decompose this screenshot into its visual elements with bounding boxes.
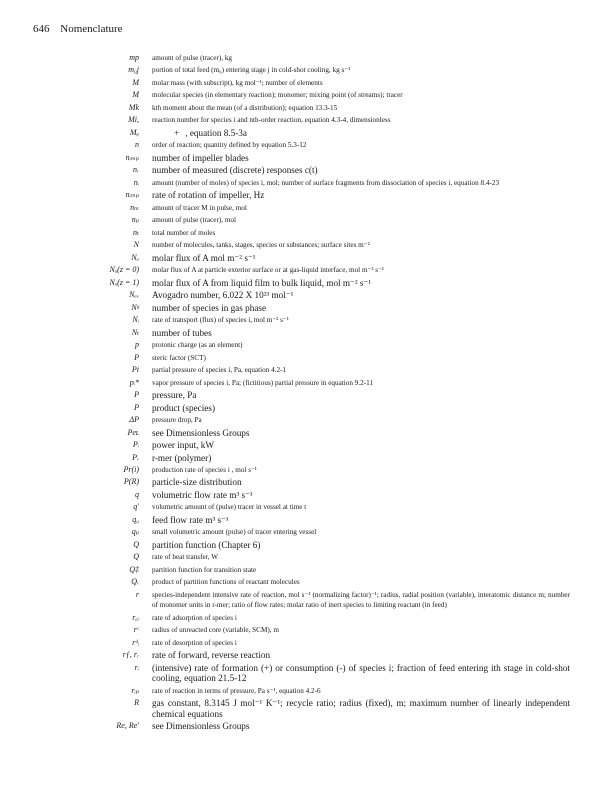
- entry-definition: total number of moles: [152, 228, 216, 237]
- entry-symbol: rᵈᵢ: [132, 637, 139, 647]
- nomenclature-entry: [0, 502, 600, 513]
- entry-symbol: n: [135, 140, 139, 150]
- entry-definition: see Dimensionless Groups: [152, 427, 250, 438]
- entry-definition: rate of adsorption of species i: [152, 613, 237, 622]
- nomenclature-entry: [0, 440, 600, 451]
- nomenclature-entry: [0, 415, 600, 426]
- nomenclature-entry: [0, 78, 600, 89]
- nomenclature-entry: [0, 153, 600, 164]
- entry-definition: species-independent intensive rate of reaction, mol s⁻¹ (normalizing factor)⁻¹; radius, radial position (variable), interatomic distance m; number of monomer units in r-mer; ratio of flow rates; molar ratio of inert species to limiting reactant (in feed): [152, 590, 570, 610]
- entry-definition: number of tubes: [152, 327, 212, 338]
- nomenclature-entry: [0, 477, 600, 488]
- entry-definition: reaction number for species i and nth-order reaction, equation 4.3-4, dimensionless: [152, 116, 391, 125]
- entry-definition: number of molecules, tanks, stages, species or substances; surface sites m⁻²: [152, 241, 370, 250]
- nomenclature-entry: [0, 215, 600, 226]
- entry-definition: partial pressure of species i, Pa, equation 4.2-1: [152, 366, 287, 375]
- nomenclature-entry: [0, 340, 600, 351]
- nomenclature-entry: [0, 453, 600, 464]
- entry-symbol: rƒ, rᵣ: [122, 650, 139, 660]
- entry-symbol: q: [135, 489, 139, 499]
- nomenclature-entry: [0, 686, 600, 697]
- entry-symbol: Pr(i): [123, 464, 139, 474]
- nomenclature-list: [0, 53, 600, 734]
- entry-definition: number of measured (discrete) responses c(t): [152, 165, 318, 176]
- nomenclature-entry: [0, 403, 600, 414]
- entry-definition: amount (number of moles) of species i, mol; number of surface fragments from dissociation of species i, equation 8.4-23: [152, 178, 500, 187]
- entry-definition: production rate of species i , mol s⁻¹: [152, 465, 257, 474]
- page-header: [33, 23, 131, 35]
- entry-symbol: Pᵢ: [132, 440, 139, 450]
- entry-symbol: nᵢₘₚ: [125, 152, 139, 162]
- entry-symbol: Nₜ: [131, 327, 139, 337]
- entry-symbol: Nᵍ: [131, 302, 139, 312]
- entry-symbol: P: [134, 352, 139, 362]
- entry-symbol: Mk: [128, 102, 139, 112]
- entry-definition: partition function for transition state: [152, 565, 257, 574]
- nomenclature-entry: [0, 378, 600, 389]
- nomenclature-entry: [0, 590, 600, 611]
- entry-definition: rate of transport (flux) of species i, mol m⁻² s⁻¹: [152, 316, 289, 325]
- entry-definition: volumetric flow rate m³ s⁻¹: [152, 489, 253, 500]
- entry-symbol: P(R): [123, 477, 139, 487]
- nomenclature-entry: [0, 328, 600, 339]
- nomenclature-entry: [0, 565, 600, 576]
- entry-symbol: Q: [133, 539, 139, 549]
- page-number: 646: [33, 23, 50, 35]
- entry-symbol: P: [134, 390, 139, 400]
- entry-definition: number of impeller blades: [152, 152, 249, 163]
- nomenclature-entry: [0, 540, 600, 551]
- entry-definition: molecular species (in elementary reaction); monomer; mixing point (of streams); tracer: [152, 91, 403, 100]
- entry-symbol: rₐᵢ: [132, 612, 139, 622]
- entry-symbol: nᵢ: [133, 177, 139, 187]
- entry-definition: rate of forward, reverse reaction: [152, 650, 271, 661]
- entry-symbol: Pi: [131, 365, 139, 375]
- entry-symbol: qₚ: [131, 527, 139, 537]
- nomenclature-entry: [0, 278, 600, 289]
- entry-symbol: q': [133, 502, 139, 512]
- nomenclature-entry: [0, 625, 600, 636]
- entry-definition: number of species in gas phase: [152, 302, 267, 313]
- nomenclature-entry: [0, 203, 600, 214]
- entry-symbol: M: [132, 90, 139, 100]
- nomenclature-entry: [0, 190, 600, 201]
- entry-definition: portion of total feed (m₀) entering stage j in cold-shot cooling, kg s⁻¹: [152, 66, 351, 75]
- nomenclature-entry: [0, 65, 600, 76]
- nomenclature-entry: [0, 465, 600, 476]
- entry-symbol: R: [134, 698, 139, 708]
- nomenclature-entry: [0, 253, 600, 264]
- nomenclature-entry: [0, 128, 600, 139]
- entry-definition: rate of rotation of impeller, Hz: [152, 190, 265, 201]
- nomenclature-entry: [0, 90, 600, 101]
- entry-definition: see Dimensionless Groups: [152, 721, 250, 732]
- entry-symbol: pᵢ*: [129, 377, 139, 387]
- entry-symbol: rᵢₚ: [131, 685, 139, 695]
- entry-symbol: M: [132, 77, 139, 87]
- entry-symbol: Mi,: [128, 115, 139, 125]
- nomenclature-entry: [0, 290, 600, 301]
- entry-definition: feed flow rate m³ s⁻¹: [152, 514, 229, 525]
- entry-definition: amount of pulse (tracer), kg: [152, 54, 233, 62]
- entry-symbol: nᵢₘₚ: [125, 190, 139, 200]
- nomenclature-entry: [0, 265, 600, 276]
- entry-definition: Avogadro number, 6.022 X 10²³ mol⁻¹: [152, 290, 294, 301]
- entry-definition: partition function (Chapter 6): [152, 539, 261, 550]
- nomenclature-entry: [0, 228, 600, 239]
- entry-definition: r-mer (polymer): [152, 452, 212, 463]
- entry-definition: (intensive) rate of formation (+) or consumption (-) of species i; fraction of feed entering ith stage in cold-shot cooling, equation 21.5-12: [152, 662, 570, 684]
- entry-symbol: ΔP: [129, 415, 139, 425]
- nomenclature-entry: [0, 140, 600, 151]
- entry-symbol: rᶜ: [133, 625, 139, 635]
- nomenclature-entry: [0, 103, 600, 114]
- entry-definition: power input, kW: [152, 440, 215, 451]
- entry-definition: rate of heat transfer, W: [152, 553, 219, 562]
- nomenclature-entry: [0, 353, 600, 364]
- entry-symbol: r: [135, 589, 139, 599]
- entry-symbol: Pᵣ: [132, 452, 139, 462]
- entry-symbol: nᵣ: [133, 165, 139, 175]
- entry-definition: radius of unreacted core (variable, SCM), m: [152, 626, 279, 635]
- entry-symbol: Nₐᵥ: [129, 290, 139, 300]
- entry-definition: small volumetric amount (pulse) of tracer entering vessel: [152, 528, 317, 537]
- entry-symbol: p: [135, 340, 139, 350]
- entry-definition: molar flux of A mol m⁻² s⁻¹: [152, 252, 256, 263]
- entry-symbol: Mᵩ: [129, 127, 139, 137]
- nomenclature-entry: [0, 365, 600, 376]
- entry-symbol: Re, Re': [116, 721, 139, 731]
- nomenclature-entry: [0, 515, 600, 526]
- entry-symbol: Qᵣ: [131, 577, 139, 587]
- entry-definition: rate of desorption of species i: [152, 638, 237, 647]
- nomenclature-entry: [0, 638, 600, 649]
- entry-definition: molar flux of A at particle exterior surface or at gas-liquid interface, mol m⁻² s⁻¹: [152, 266, 385, 275]
- entry-symbol: Q‡: [129, 564, 139, 574]
- nomenclature-entry: [0, 650, 600, 661]
- nomenclature-entry: [0, 527, 600, 538]
- nomenclature-entry: [0, 303, 600, 314]
- entry-symbol: Nₐ(z = 0): [109, 265, 139, 275]
- page-title: Nomenclature: [60, 23, 123, 35]
- nomenclature-entry: [0, 390, 600, 401]
- entry-symbol: nₚ: [131, 215, 139, 225]
- entry-definition: molar flux of A from liquid film to bulk liquid, mol m⁻² s⁻¹: [152, 277, 372, 288]
- nomenclature-entry: [0, 115, 600, 126]
- nomenclature-entry: [0, 613, 600, 624]
- entry-definition: protonic charge (as an element): [152, 341, 243, 350]
- entry-symbol: Q: [133, 552, 139, 562]
- entry-definition: rate of reaction in terms of pressure, Pa s⁻¹, equation 4.2-6: [152, 686, 321, 695]
- nomenclature-entry: [0, 315, 600, 326]
- entry-definition: + , equation 8.5-3a: [152, 127, 247, 138]
- entry-definition: kth moment about the mean (of a distribution); equation 13.3-15: [152, 103, 338, 112]
- entry-symbol: mp: [129, 53, 139, 62]
- entry-definition: vapor pressure of species i, Pa; (fictitious) partial pressure in equation 9.2-11: [152, 378, 374, 387]
- entry-definition: product of partition functions of reactant molecules: [152, 578, 300, 587]
- nomenclature-entry: [0, 577, 600, 588]
- entry-symbol: nₜ: [133, 227, 139, 237]
- nomenclature-entry: [0, 53, 600, 64]
- entry-symbol: m₀j: [128, 65, 139, 75]
- entry-definition: gas constant, 8.3145 J mol⁻¹ K⁻¹; recycle ratio; radius (fixed), m; maximum number of linearly independent chemical equations: [152, 698, 570, 719]
- entry-symbol: P: [134, 402, 139, 412]
- entry-definition: pressure, Pa: [152, 390, 197, 401]
- entry-symbol: q₀: [132, 514, 139, 524]
- entry-symbol: rᵢ: [134, 662, 139, 672]
- entry-definition: pressure drop, Pa: [152, 416, 202, 425]
- entry-definition: steric factor (SCT): [152, 353, 206, 362]
- entry-definition: molar mass (with subscript), kg mol⁻¹; number of elements: [152, 78, 323, 87]
- entry-symbol: Nₐ(z = 1): [109, 277, 139, 287]
- nomenclature-entry: [0, 165, 600, 176]
- nomenclature-entry: [0, 178, 600, 189]
- entry-symbol: nₘ: [130, 202, 139, 212]
- nomenclature-entry: [0, 428, 600, 439]
- entry-symbol: N: [133, 240, 139, 250]
- nomenclature-entry: [0, 663, 600, 684]
- nomenclature-entry: [0, 721, 600, 732]
- nomenclature-entry: [0, 240, 600, 251]
- entry-definition: product (species): [152, 402, 216, 413]
- nomenclature-entry: [0, 552, 600, 563]
- entry-symbol: Peʟ: [127, 427, 139, 437]
- entry-definition: volumetric amount of (pulse) tracer in vessel at time t: [152, 503, 307, 512]
- entry-definition: amount of pulse (tracer), mol: [152, 216, 237, 225]
- entry-definition: order of reaction; quantity defined by equation 5.3-12: [152, 141, 307, 150]
- entry-symbol: Nₐ: [131, 252, 139, 262]
- nomenclature-entry: [0, 698, 600, 719]
- nomenclature-entry: [0, 490, 600, 501]
- entry-definition: amount of tracer M in pulse, mol: [152, 203, 247, 212]
- entry-symbol: Nᵢ: [132, 315, 139, 325]
- entry-definition: particle-size distribution: [152, 477, 242, 488]
